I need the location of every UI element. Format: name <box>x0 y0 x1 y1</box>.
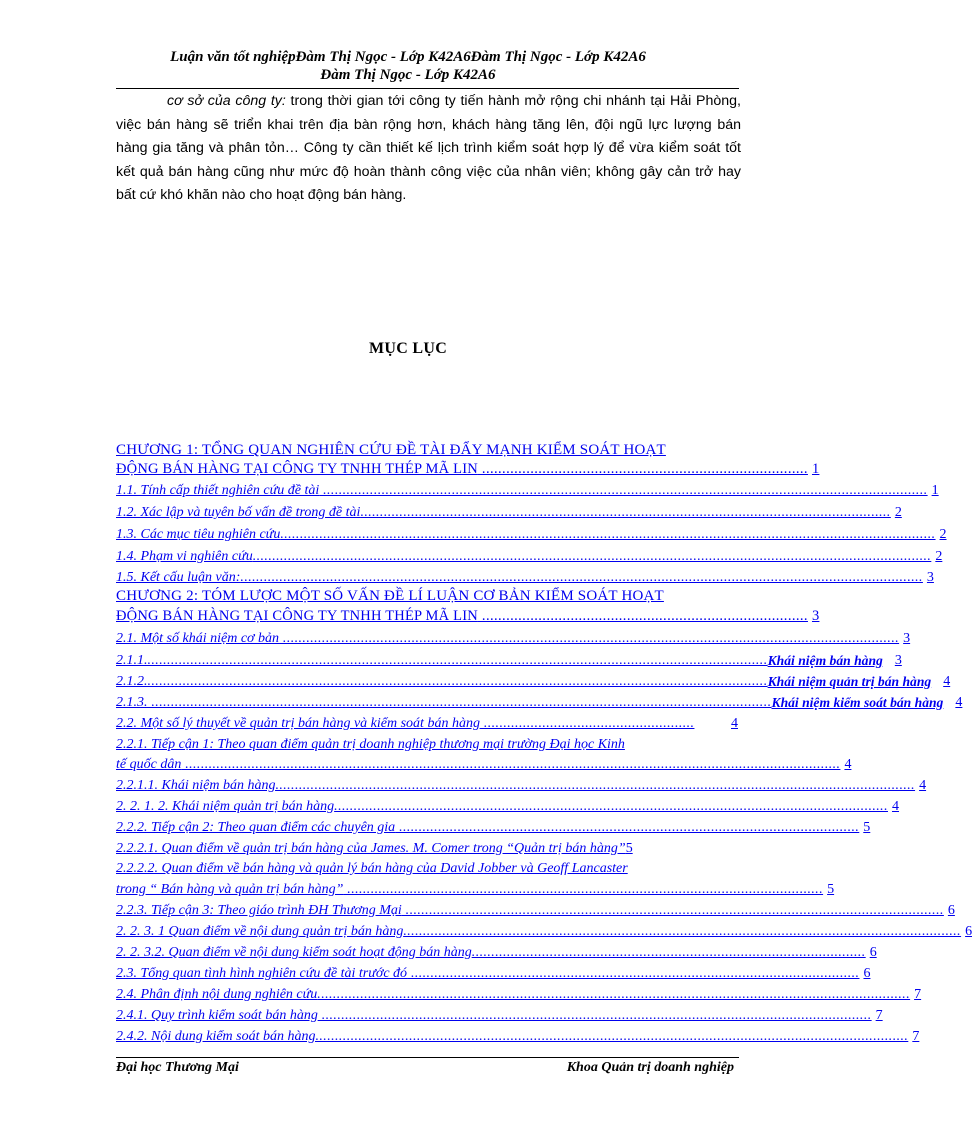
toc-entry[interactable]: 1.1. Tính cấp thiết nghiên cứu đề tài ........................................................................................................................................................... 1 <box>116 483 939 498</box>
header-divider <box>116 88 739 89</box>
dot-leader: .......................................................................................................................... <box>343 882 824 897</box>
toc-entry[interactable]: 2.3. Tổng quan tình hình nghiên cứu đề tài trước đó ................................................................................................................... 6 <box>116 966 871 981</box>
dot-leader: ...................................................................................................................... <box>395 820 860 835</box>
toc-entry[interactable]: 2.2.1. Tiếp cận 1: Theo quan điểm quản trị doanh nghiệp thương mại trường Đại học Kinh <box>116 737 625 752</box>
footer-divider <box>116 1057 739 1058</box>
toc-entry[interactable]: 1.4. Phạm vi nghiên cứu .............................................................................................................................................................................. 2 <box>116 549 943 564</box>
dot-leader: ................................................................................. <box>477 461 808 477</box>
toc-entry[interactable]: ĐỘNG BÁN HÀNG TẠI CÔNG TY TNHH THÉP MÃ LIN ................................................................................. 3 <box>116 608 820 624</box>
dot-leader: .............................................................................................................................................................. <box>279 631 900 646</box>
toc-entry[interactable]: 2. 2. 3. 1 Quan điểm về nội dung quản trị bán hàng ............................................................................................................................................... 6 <box>116 924 972 939</box>
toc-entry[interactable]: 2.1.1. ............................................................................................................................................................... Khái niệm bán hàng 3 <box>116 653 902 668</box>
dot-leader: .............................................................................................................................................................................. <box>252 549 932 564</box>
dot-leader: ........................................................................................................................................................... <box>319 483 928 498</box>
dot-leader: .......................................................................................................................................... <box>401 903 944 918</box>
toc-entry[interactable]: CHƯƠNG 1: TỔNG QUAN NGHIÊN CỨU ĐỀ TÀI ĐẨY MẠNH KIỂM SOÁT HOẠT <box>116 442 666 458</box>
footer-university: Đại học Thương Mại <box>116 1060 239 1075</box>
toc-entry[interactable]: 1.3. Các mục tiêu nghiên cứu ........................................................................................................................................................................ 2 <box>116 527 947 542</box>
toc-entry[interactable]: 2.2.2.2. Quan điểm về bán hàng và quản lý bán hàng của David Jobber và Geoff Lancaster <box>116 861 628 876</box>
toc-entry[interactable]: ĐỘNG BÁN HÀNG TẠI CÔNG TY TNHH THÉP MÃ LIN ................................................................................. 1 <box>116 461 820 477</box>
toc-entry[interactable]: 1.2. Xác lập và tuyên bố vấn đề trong đề tài ........................................................................................................................................ 2 <box>116 505 902 520</box>
toc-entry[interactable]: trong “ Bán hàng và quản trị bán hàng” .......................................................................................................................... 5 <box>116 882 835 897</box>
toc-title: MỤC LỤC <box>368 340 448 357</box>
header-title-line-1: Luận văn tốt nghiệpĐàm Thị Ngọc - Lớp K42A6Đàm Thị Ngọc - Lớp K42A6 <box>170 49 646 65</box>
intro-body: trong thời gian tới công ty tiến hành mở rộng chi nhánh tại Hải Phòng, việc bán hàng sẽ triển khai trên địa bàn rộng hơn, khách hàng tăng lên, đội ngũ lực lượng bán hàng gia tăng và phân tỏn… Công ty cần thiết kế lịch trình kiểm soát hợp lý để vừa kiểm soát tốt kết quả bán hàng cũng như mức độ hoàn thành công việc của nhân viên; không gây cản trở hay bất cứ khó khăn nào cho hoạt động bán hàng. <box>116 93 741 203</box>
toc-entry[interactable]: 2.4.2. Nội dung kiểm soát bán hàng ........................................................................................................................................................ 7 <box>116 1029 920 1044</box>
dot-leader: ............................................................................................................................................... <box>403 924 962 939</box>
toc-entry[interactable]: 2.2. Một số lý thuyết về quản trị bán hàng và kiểm soát bán hàng ...................................................... 4 <box>116 716 738 731</box>
dot-leader: ........................................................................................................................................................................ <box>181 757 841 772</box>
toc-entry[interactable]: CHƯƠNG 2: TÓM LƯỢC MỘT SỐ VẤN ĐỀ LÍ LUẬN CƠ BẢN KIỂM SOÁT HOẠT <box>116 588 664 604</box>
dot-leader: ............................................................................................................................................. <box>317 1008 872 1023</box>
dot-leader: ........................................................................................................................................................................ <box>280 527 936 542</box>
intro-text <box>116 90 741 208</box>
dot-leader: ...................................................... <box>479 716 695 731</box>
dot-leader: ............................................................................................................................................................... <box>147 695 772 710</box>
footer-faculty: Khoa Quản trị doanh nghiệp <box>566 1060 734 1075</box>
dot-leader: ............................................................................................................................................................................... <box>240 570 923 585</box>
intro-paragraph <box>116 90 741 208</box>
toc-entry[interactable]: 2.2.2.1. Quan điểm về quản trị bán hàng của James. M. Comer trong “Quản trị bán hàng” 5 <box>116 841 633 856</box>
toc-entry[interactable]: 1.5. Kết cấu luận văn: ............................................................................................................................................................................... 3 <box>116 570 934 585</box>
toc-entry[interactable]: 2.1.3. ............................................................................................................................................................... Khái niệm kiểm soát bán hàng 4 <box>116 695 963 710</box>
dot-leader: ........................................................................................................................................................ <box>315 1029 909 1044</box>
toc-entry[interactable]: 2.1.2. ............................................................................................................................................................... Khái niệm quản trị bán hàng 4 <box>116 674 951 689</box>
toc-entry[interactable]: 2. 2. 3.2. Quan điểm về nội dung kiểm soát hoạt động bán hàng ..................................................................................................... 6 <box>116 945 877 960</box>
dot-leader: ............................................................................................................................................................... <box>147 653 768 668</box>
toc-entry[interactable]: tế quốc dân ........................................................................................................................................................................ 4 <box>116 757 852 772</box>
dot-leader: .................................................................................................................................................................... <box>275 778 916 793</box>
toc-entry[interactable]: 2.4.1. Quy trình kiểm soát bán hàng ............................................................................................................................................. 7 <box>116 1008 883 1023</box>
toc-entry[interactable]: 2.2.3. Tiếp cận 3: Theo giáo trình ĐH Thương Mại .......................................................................................................................................... 6 <box>116 903 955 918</box>
toc-entry[interactable]: 2.2.2. Tiếp cận 2: Theo quan điểm các chuyên gia ...................................................................................................................... 5 <box>116 820 871 835</box>
intro-lead: cơ sở của công ty: <box>167 93 286 109</box>
dot-leader: ..................................................................................................... <box>471 945 866 960</box>
dot-leader: ........................................................................................................................................ <box>360 505 891 520</box>
dot-leader: ............................................................................................................................................................... <box>147 674 768 689</box>
toc-entry[interactable]: 2.1. Một số khái niệm cơ bản .............................................................................................................................................................. 3 <box>116 631 911 646</box>
header-title-line-2: Đàm Thị Ngọc - Lớp K42A6 <box>320 67 496 83</box>
dot-leader: ........................................................................................................................................................ <box>317 987 911 1002</box>
toc-entry[interactable]: 2. 2. 1. 2. Khái niệm quản trị bán hàng .............................................................................................................................................. 4 <box>116 799 899 814</box>
toc-entry[interactable]: 2.2.1.1. Khái niệm bán hàng .................................................................................................................................................................... 4 <box>116 778 927 793</box>
dot-leader: .............................................................................................................................................. <box>334 799 888 814</box>
dot-leader: ................................................................................. <box>477 608 808 624</box>
toc-entry[interactable]: 2.4. Phân định nội dung nghiên cứu ........................................................................................................................................................ 7 <box>116 987 922 1002</box>
dot-leader: ................................................................................................................... <box>407 966 860 981</box>
